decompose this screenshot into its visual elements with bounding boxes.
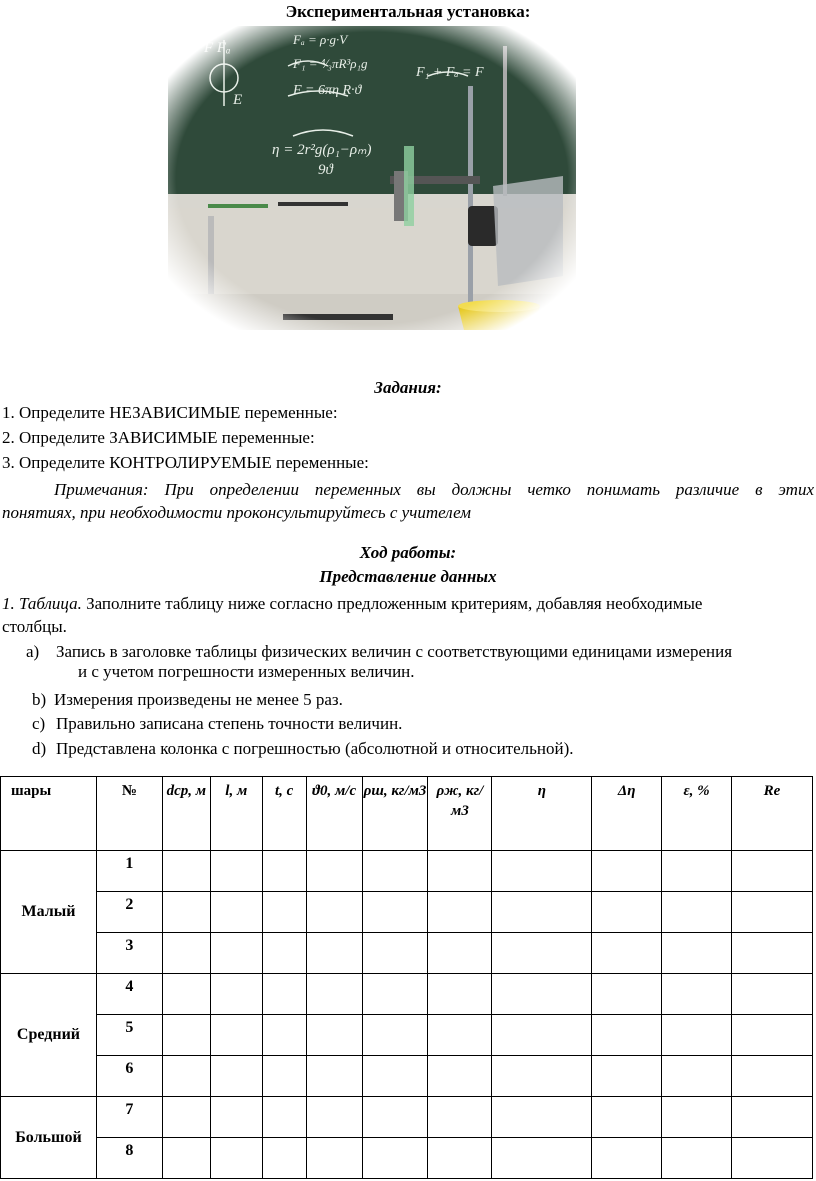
table-cell[interactable]: [428, 851, 492, 892]
table-row: [1, 1138, 813, 1179]
tasks-heading: Задания:: [374, 378, 442, 397]
table-cell[interactable]: [362, 1056, 428, 1097]
table-cell[interactable]: [210, 933, 262, 974]
table-cell[interactable]: [162, 974, 210, 1015]
table-cell[interactable]: [306, 1138, 362, 1179]
table-cell[interactable]: [306, 974, 362, 1015]
task-item-3: 3. Определите КОНТРОЛИРУЕМЫЕ переменные:: [2, 453, 369, 472]
table-cell[interactable]: [162, 851, 210, 892]
table-cell[interactable]: [492, 974, 592, 1015]
table-cell[interactable]: [306, 892, 362, 933]
note-line-2: понятиях, при необходимости проконсультируйтесь с учителем: [2, 503, 472, 522]
col-header-velocity: ϑ0, м/с: [306, 777, 362, 851]
table-row: [1, 851, 813, 892]
workflow-heading: Ход работы:: [359, 543, 457, 562]
criterion-text: Представлена колонка с погрешностью (абсолютной и относительной).: [56, 739, 574, 758]
table-row: [1, 933, 813, 974]
row-number: 4: [96, 974, 162, 1015]
table-cell[interactable]: [428, 892, 492, 933]
table-cell[interactable]: [162, 1097, 210, 1138]
table-cell[interactable]: [262, 1056, 306, 1097]
row-number: 5: [96, 1015, 162, 1056]
table-cell[interactable]: [732, 1097, 813, 1138]
col-header-liquid-density: ρж, кг/м3: [428, 777, 492, 851]
table-cell[interactable]: [592, 974, 662, 1015]
table-cell[interactable]: [662, 1056, 732, 1097]
table-cell[interactable]: [592, 1056, 662, 1097]
table-header-row: [1, 777, 813, 851]
table-row: [1, 974, 813, 1015]
table-cell[interactable]: [262, 1015, 306, 1056]
table-cell[interactable]: [662, 1138, 732, 1179]
table-cell[interactable]: [210, 1056, 262, 1097]
table-cell[interactable]: [428, 933, 492, 974]
col-header-number: №: [96, 777, 162, 851]
table-cell[interactable]: [662, 851, 732, 892]
table-cell[interactable]: [662, 1015, 732, 1056]
row-number: 6: [96, 1056, 162, 1097]
table-cell[interactable]: [732, 974, 813, 1015]
table-cell[interactable]: [492, 1056, 592, 1097]
criterion-marker: d): [32, 739, 47, 758]
table-cell[interactable]: [306, 933, 362, 974]
table-cell[interactable]: [662, 974, 732, 1015]
page-title: Экспериментальная установка:: [285, 2, 531, 21]
table-cell[interactable]: [732, 933, 813, 974]
data-presentation-heading: Представление данных: [319, 567, 497, 586]
table-cell[interactable]: [362, 1138, 428, 1179]
table-cell[interactable]: [362, 933, 428, 974]
table-cell[interactable]: [428, 1015, 492, 1056]
note-line-1: Примечания: При определении переменных вы должны четко понимать различие в этих: [54, 480, 814, 499]
row-number: 7: [96, 1097, 162, 1138]
table-cell[interactable]: [262, 974, 306, 1015]
table-cell[interactable]: [210, 1015, 262, 1056]
criterion-text: Запись в заголовке таблицы физических величин с соответствующими единицами измерения: [56, 642, 733, 661]
col-header-rel-error: ε, %: [662, 777, 732, 851]
table-cell[interactable]: [592, 1097, 662, 1138]
criterion-d: [32, 739, 812, 759]
table-instruction: [2, 592, 814, 638]
table-cell[interactable]: [362, 892, 428, 933]
col-header-viscosity: η: [492, 777, 592, 851]
table-row: [1, 1015, 813, 1056]
table-cell[interactable]: [262, 1138, 306, 1179]
table-instruction-text: Заполните таблицу ниже согласно предложенным критериям, добавляя необходимые: [81, 594, 703, 613]
table-cell[interactable]: [162, 1138, 210, 1179]
table-instruction-text-2: столбцы.: [2, 617, 67, 636]
group-large: Большой: [1, 1097, 97, 1179]
table-cell[interactable]: [428, 1056, 492, 1097]
table-instruction-label: 1. Таблица.: [2, 594, 82, 613]
criterion-c: [32, 714, 812, 734]
criterion-text: Измерения произведены не менее 5 раз.: [54, 690, 343, 709]
table-row: [1, 1056, 813, 1097]
col-header-diameter: dср, м: [162, 777, 210, 851]
table-cell[interactable]: [732, 892, 813, 933]
task-item-2: 2. Определите ЗАВИСИМЫЕ переменные:: [2, 428, 315, 447]
table-cell[interactable]: [210, 1097, 262, 1138]
table-cell[interactable]: [592, 892, 662, 933]
table-cell[interactable]: [662, 892, 732, 933]
table-cell[interactable]: [162, 892, 210, 933]
table-cell[interactable]: [592, 933, 662, 974]
table-cell[interactable]: [162, 1015, 210, 1056]
note-paragraph: [2, 478, 814, 524]
table-cell[interactable]: [592, 1138, 662, 1179]
table-cell[interactable]: [262, 851, 306, 892]
table-cell[interactable]: [492, 1097, 592, 1138]
table-cell[interactable]: [362, 1015, 428, 1056]
table-cell[interactable]: [428, 1097, 492, 1138]
col-header-abs-error: Δη: [592, 777, 662, 851]
data-table: [0, 776, 813, 1179]
table-cell[interactable]: [662, 1097, 732, 1138]
table-cell[interactable]: [592, 1015, 662, 1056]
criterion-a: [26, 642, 816, 682]
table-cell[interactable]: [592, 851, 662, 892]
table-cell[interactable]: [362, 1097, 428, 1138]
table-cell[interactable]: [306, 1015, 362, 1056]
table-cell[interactable]: [210, 1138, 262, 1179]
table-cell[interactable]: [492, 1138, 592, 1179]
table-cell[interactable]: [732, 851, 813, 892]
col-header-time: t, с: [262, 777, 306, 851]
col-header-ball-density: ρш, кг/м3: [362, 777, 428, 851]
table-cell[interactable]: [428, 1138, 492, 1179]
table-cell[interactable]: [492, 1015, 592, 1056]
table-cell[interactable]: [162, 933, 210, 974]
table-cell[interactable]: [306, 851, 362, 892]
table-cell[interactable]: [492, 892, 592, 933]
col-header-balls: шары: [1, 777, 97, 851]
table-cell[interactable]: [428, 974, 492, 1015]
table-cell[interactable]: [210, 851, 262, 892]
group-small: Малый: [1, 851, 97, 974]
col-header-reynolds: Re: [732, 777, 813, 851]
table-cell[interactable]: [662, 933, 732, 974]
row-number: 8: [96, 1138, 162, 1179]
table-cell[interactable]: [492, 851, 592, 892]
task-item-1: 1. Определите НЕЗАВИСИМЫЕ переменные:: [2, 403, 338, 422]
criterion-marker: a): [26, 642, 40, 661]
table-cell[interactable]: [362, 851, 428, 892]
row-number: 3: [96, 933, 162, 974]
table-row: [1, 892, 813, 933]
table-cell[interactable]: [732, 1138, 813, 1179]
table-cell[interactable]: [732, 1015, 813, 1056]
row-number: 1: [96, 851, 162, 892]
table-cell[interactable]: [362, 974, 428, 1015]
criterion-text-2: и с учетом погрешности измеренных величин.: [78, 662, 415, 681]
table-cell[interactable]: [262, 1097, 306, 1138]
table-cell[interactable]: [262, 933, 306, 974]
row-number: 2: [96, 892, 162, 933]
table-cell[interactable]: [492, 933, 592, 974]
criterion-b: [32, 690, 812, 710]
table-cell[interactable]: [210, 974, 262, 1015]
table-cell[interactable]: [162, 1056, 210, 1097]
criterion-text: Правильно записана степень точности величин.: [56, 714, 403, 733]
table-cell[interactable]: [732, 1056, 813, 1097]
table-cell[interactable]: [306, 1056, 362, 1097]
criterion-marker: b): [32, 690, 47, 709]
experimental-setup-photo: [168, 26, 576, 330]
table-cell[interactable]: [262, 892, 306, 933]
criterion-marker: c): [32, 714, 46, 733]
table-row: [1, 1097, 813, 1138]
table-cell[interactable]: [210, 892, 262, 933]
group-medium: Средний: [1, 974, 97, 1097]
table-cell[interactable]: [306, 1097, 362, 1138]
col-header-length: l, м: [210, 777, 262, 851]
